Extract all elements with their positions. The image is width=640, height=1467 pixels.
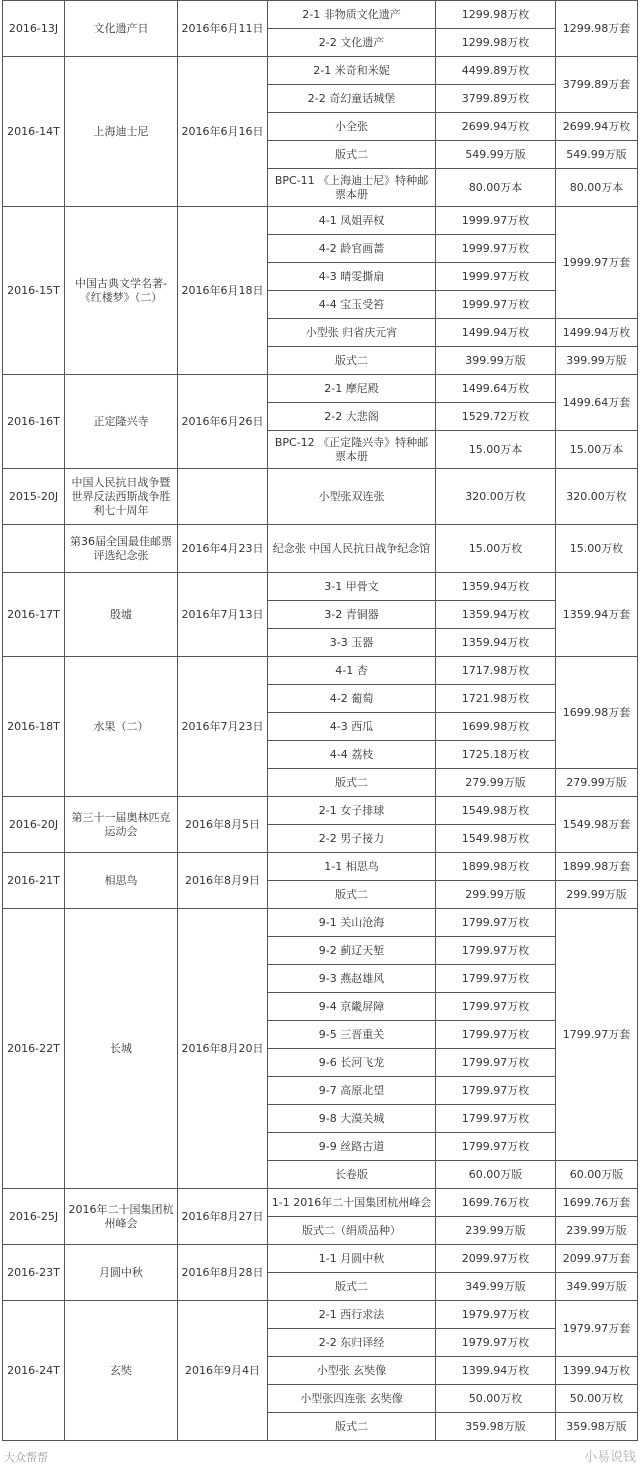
issue-name-cell: 上海迪士尼 [65, 57, 178, 207]
total-cell: 1299.98万套 [556, 1, 638, 57]
quantity-cell: 1799.97万枚 [436, 1049, 556, 1077]
total-cell: 299.99万版 [556, 881, 638, 909]
quantity-cell: 299.99万版 [436, 881, 556, 909]
quantity-cell: 1799.97万枚 [436, 1133, 556, 1161]
total-cell: 1899.98万套 [556, 853, 638, 881]
item-cell: 版式二 [268, 881, 436, 909]
item-cell: 9-3 燕赵雄风 [268, 965, 436, 993]
total-cell: 1399.94万枚 [556, 1357, 638, 1385]
quantity-cell: 1359.94万枚 [436, 573, 556, 601]
issue-code-cell: 2016-14T [3, 57, 65, 207]
issue-date-cell: 2016年7月13日 [178, 573, 268, 657]
item-cell: 小型张双连张 [268, 469, 436, 525]
item-cell: 4-4 荔枝 [268, 741, 436, 769]
quantity-cell: 1499.64万枚 [436, 375, 556, 403]
issue-name-cell: 中国人民抗日战争暨世界反法西斯战争胜利七十周年 [65, 469, 178, 525]
issue-code-cell: 2016-17T [3, 573, 65, 657]
issue-name-cell: 第三十一届奥林匹克运动会 [65, 797, 178, 853]
issue-date-cell: 2016年4月23日 [178, 525, 268, 573]
quantity-cell: 320.00万枚 [436, 469, 556, 525]
issue-code-cell: 2016-23T [3, 1245, 65, 1301]
item-cell: 4-2 葡萄 [268, 685, 436, 713]
total-cell: 320.00万枚 [556, 469, 638, 525]
total-cell: 1549.98万套 [556, 797, 638, 853]
quantity-cell: 1979.97万枚 [436, 1301, 556, 1329]
item-cell: 2-2 东归译经 [268, 1329, 436, 1357]
issue-name-cell: 水果（二） [65, 657, 178, 797]
total-cell: 1699.98万套 [556, 657, 638, 769]
total-cell: 1699.76万套 [556, 1189, 638, 1217]
item-cell: 2-1 米奇和米妮 [268, 57, 436, 85]
issue-date-cell: 2016年8月27日 [178, 1189, 268, 1245]
item-cell: 9-2 蓟辽天堑 [268, 937, 436, 965]
quantity-cell: 80.00万本 [436, 169, 556, 207]
quantity-cell: 50.00万枚 [436, 1385, 556, 1413]
item-cell: 2-1 西行求法 [268, 1301, 436, 1329]
table-row [3, 1301, 638, 1329]
quantity-cell: 1725.18万枚 [436, 741, 556, 769]
total-cell: 1979.97万套 [556, 1301, 638, 1357]
item-cell: 1-1 2016年二十国集团杭州峰会 [268, 1189, 436, 1217]
table-row [3, 1245, 638, 1273]
issue-name-cell: 正定隆兴寺 [65, 375, 178, 469]
item-cell: 3-2 青铜器 [268, 601, 436, 629]
issue-code-cell [3, 525, 65, 573]
quantity-cell: 1979.97万枚 [436, 1329, 556, 1357]
issue-date-cell: 2016年6月11日 [178, 1, 268, 57]
item-cell: 版式二 [268, 141, 436, 169]
quantity-cell: 2099.97万枚 [436, 1245, 556, 1273]
table-row [3, 657, 638, 685]
issue-code-cell: 2016-15T [3, 207, 65, 375]
item-cell: 版式二 [268, 1273, 436, 1301]
issue-name-cell: 文化遗产日 [65, 1, 178, 57]
quantity-cell: 549.99万版 [436, 141, 556, 169]
issue-code-cell: 2016-21T [3, 853, 65, 909]
quantity-cell: 1799.97万枚 [436, 1105, 556, 1133]
quantity-cell: 2699.94万枚 [436, 113, 556, 141]
issue-code-cell: 2016-16T [3, 375, 65, 469]
total-cell: 549.99万版 [556, 141, 638, 169]
total-cell: 399.99万版 [556, 347, 638, 375]
total-cell: 80.00万本 [556, 169, 638, 207]
quantity-cell: 1799.97万枚 [436, 965, 556, 993]
quantity-cell: 1899.98万枚 [436, 853, 556, 881]
table-row [3, 469, 638, 525]
total-cell: 239.99万版 [556, 1217, 638, 1245]
quantity-cell: 1359.94万枚 [436, 629, 556, 657]
total-cell: 1999.97万套 [556, 207, 638, 319]
issue-date-cell: 2016年6月16日 [178, 57, 268, 207]
quantity-cell: 1999.97万枚 [436, 291, 556, 319]
quantity-cell: 239.99万版 [436, 1217, 556, 1245]
quantity-cell: 279.99万版 [436, 769, 556, 797]
issue-name-cell: 相思鸟 [65, 853, 178, 909]
quantity-cell: 1699.98万枚 [436, 713, 556, 741]
item-cell: 2-1 女子排球 [268, 797, 436, 825]
table-row [3, 909, 638, 937]
item-cell: 小型张四连张 玄奘像 [268, 1385, 436, 1413]
total-cell: 359.98万版 [556, 1413, 638, 1441]
total-cell: 1499.64万套 [556, 375, 638, 431]
item-cell: 1-1 相思鸟 [268, 853, 436, 881]
item-cell: 4-2 龄官画蔷 [268, 235, 436, 263]
total-cell: 1499.94万枚 [556, 319, 638, 347]
issue-date-cell: 2016年6月18日 [178, 207, 268, 375]
quantity-cell: 15.00万枚 [436, 525, 556, 573]
issue-name-cell: 玄奘 [65, 1301, 178, 1441]
quantity-cell: 1717.98万枚 [436, 657, 556, 685]
table-row [3, 375, 638, 403]
quantity-cell: 1799.97万枚 [436, 909, 556, 937]
quantity-cell: 1299.98万枚 [436, 29, 556, 57]
issue-code-cell: 2016-22T [3, 909, 65, 1189]
quantity-cell: 3799.89万枚 [436, 85, 556, 113]
item-cell: 9-9 丝路古道 [268, 1133, 436, 1161]
table-row [3, 525, 638, 573]
item-cell: BPC-12 《正定隆兴寺》特种邮票本册 [268, 431, 436, 469]
item-cell: 版式二（绢质品种） [268, 1217, 436, 1245]
issue-date-cell: 2016年7月23日 [178, 657, 268, 797]
quantity-cell: 349.99万版 [436, 1273, 556, 1301]
item-cell: 3-3 玉器 [268, 629, 436, 657]
table-row [3, 57, 638, 85]
issue-name-cell: 长城 [65, 909, 178, 1189]
quantity-cell: 1999.97万枚 [436, 235, 556, 263]
item-cell: 4-3 西瓜 [268, 713, 436, 741]
item-cell: 2-1 非物质文化遗产 [268, 1, 436, 29]
quantity-cell: 1549.98万枚 [436, 797, 556, 825]
quantity-cell: 1499.94万枚 [436, 319, 556, 347]
issue-name-cell: 2016年二十国集团杭州峰会 [65, 1189, 178, 1245]
watermark-right: 小易说钱 [583, 1450, 636, 1465]
item-cell: 2-2 大悲阁 [268, 403, 436, 431]
issue-date-cell: 2016年6月26日 [178, 375, 268, 469]
quantity-cell: 60.00万版 [436, 1161, 556, 1189]
item-cell: 2-2 男子接力 [268, 825, 436, 853]
quantity-cell: 1699.76万枚 [436, 1189, 556, 1217]
table-row [3, 797, 638, 825]
item-cell: 2-1 摩尼殿 [268, 375, 436, 403]
item-cell: 4-1 凤姐弄权 [268, 207, 436, 235]
issue-name-cell: 中国古典文学名著-《红楼梦》（二） [65, 207, 178, 375]
quantity-cell: 1721.98万枚 [436, 685, 556, 713]
total-cell: 15.00万本 [556, 431, 638, 469]
item-cell: 小型张 归省庆元宵 [268, 319, 436, 347]
issue-date-cell: 2016年8月20日 [178, 909, 268, 1189]
item-cell: 9-7 高原北望 [268, 1077, 436, 1105]
issue-name-cell: 殷墟 [65, 573, 178, 657]
item-cell: 纪念张 中国人民抗日战争纪念馆 [268, 525, 436, 573]
total-cell: 2099.97万套 [556, 1245, 638, 1273]
quantity-cell: 399.99万版 [436, 347, 556, 375]
total-cell: 3799.89万套 [556, 57, 638, 113]
item-cell: 版式二 [268, 769, 436, 797]
item-cell: 版式二 [268, 1413, 436, 1441]
quantity-cell: 1799.97万枚 [436, 1021, 556, 1049]
item-cell: 3-1 甲骨文 [268, 573, 436, 601]
table-row [3, 207, 638, 235]
stamp-issue-table [2, 0, 638, 1441]
quantity-cell: 4499.89万枚 [436, 57, 556, 85]
item-cell: 4-3 晴雯撕扇 [268, 263, 436, 291]
total-cell: 50.00万枚 [556, 1385, 638, 1413]
quantity-cell: 1399.94万枚 [436, 1357, 556, 1385]
watermark-left: 大众帮帮 [4, 1451, 48, 1464]
item-cell: 2-2 文化遗产 [268, 29, 436, 57]
quantity-cell: 1359.94万枚 [436, 601, 556, 629]
quantity-cell: 1799.97万枚 [436, 937, 556, 965]
table-row [3, 853, 638, 881]
item-cell: 9-4 京畿屏障 [268, 993, 436, 1021]
quantity-cell: 1549.98万枚 [436, 825, 556, 853]
total-cell: 1799.97万套 [556, 909, 638, 1161]
item-cell: 4-4 宝玉受笞 [268, 291, 436, 319]
quantity-cell: 359.98万版 [436, 1413, 556, 1441]
issue-code-cell: 2016-20J [3, 797, 65, 853]
item-cell: 小全张 [268, 113, 436, 141]
total-cell: 2699.94万枚 [556, 113, 638, 141]
table-row [3, 1189, 638, 1217]
issue-date-cell: 2016年9月4日 [178, 1301, 268, 1441]
total-cell: 1359.94万套 [556, 573, 638, 657]
issue-code-cell: 2016-25J [3, 1189, 65, 1245]
quantity-cell: 1999.97万枚 [436, 263, 556, 291]
quantity-cell: 1299.98万枚 [436, 1, 556, 29]
item-cell: 9-6 长河飞龙 [268, 1049, 436, 1077]
total-cell: 349.99万版 [556, 1273, 638, 1301]
table-row [3, 573, 638, 601]
issue-code-cell: 2016-24T [3, 1301, 65, 1441]
table-row [3, 1, 638, 29]
item-cell: 长卷版 [268, 1161, 436, 1189]
issue-name-cell: 月圆中秋 [65, 1245, 178, 1301]
quantity-cell: 1799.97万枚 [436, 1077, 556, 1105]
total-cell: 279.99万版 [556, 769, 638, 797]
issue-date-cell: 2016年8月5日 [178, 797, 268, 853]
quantity-cell: 1999.97万枚 [436, 207, 556, 235]
item-cell: 4-1 杏 [268, 657, 436, 685]
item-cell: 9-5 三晋重关 [268, 1021, 436, 1049]
total-cell: 15.00万枚 [556, 525, 638, 573]
item-cell: 小型张 玄奘像 [268, 1357, 436, 1385]
item-cell: 2-2 奇幻童话城堡 [268, 85, 436, 113]
issue-name-cell: 第36届全国最佳邮票评选纪念张 [65, 525, 178, 573]
item-cell: 9-8 大漠关城 [268, 1105, 436, 1133]
issue-code-cell: 2016-13J [3, 1, 65, 57]
quantity-cell: 15.00万本 [436, 431, 556, 469]
item-cell: 1-1 月圆中秋 [268, 1245, 436, 1273]
issue-code-cell: 2015-20J [3, 469, 65, 525]
issue-date-cell: 2016年8月9日 [178, 853, 268, 909]
item-cell: BPC-11 《上海迪士尼》特种邮票本册 [268, 169, 436, 207]
total-cell: 60.00万版 [556, 1161, 638, 1189]
quantity-cell: 1529.72万枚 [436, 403, 556, 431]
item-cell: 版式二 [268, 347, 436, 375]
issue-date-cell [178, 469, 268, 525]
quantity-cell: 1799.97万枚 [436, 993, 556, 1021]
item-cell: 9-1 关山沧海 [268, 909, 436, 937]
issue-code-cell: 2016-18T [3, 657, 65, 797]
issue-date-cell: 2016年8月28日 [178, 1245, 268, 1301]
